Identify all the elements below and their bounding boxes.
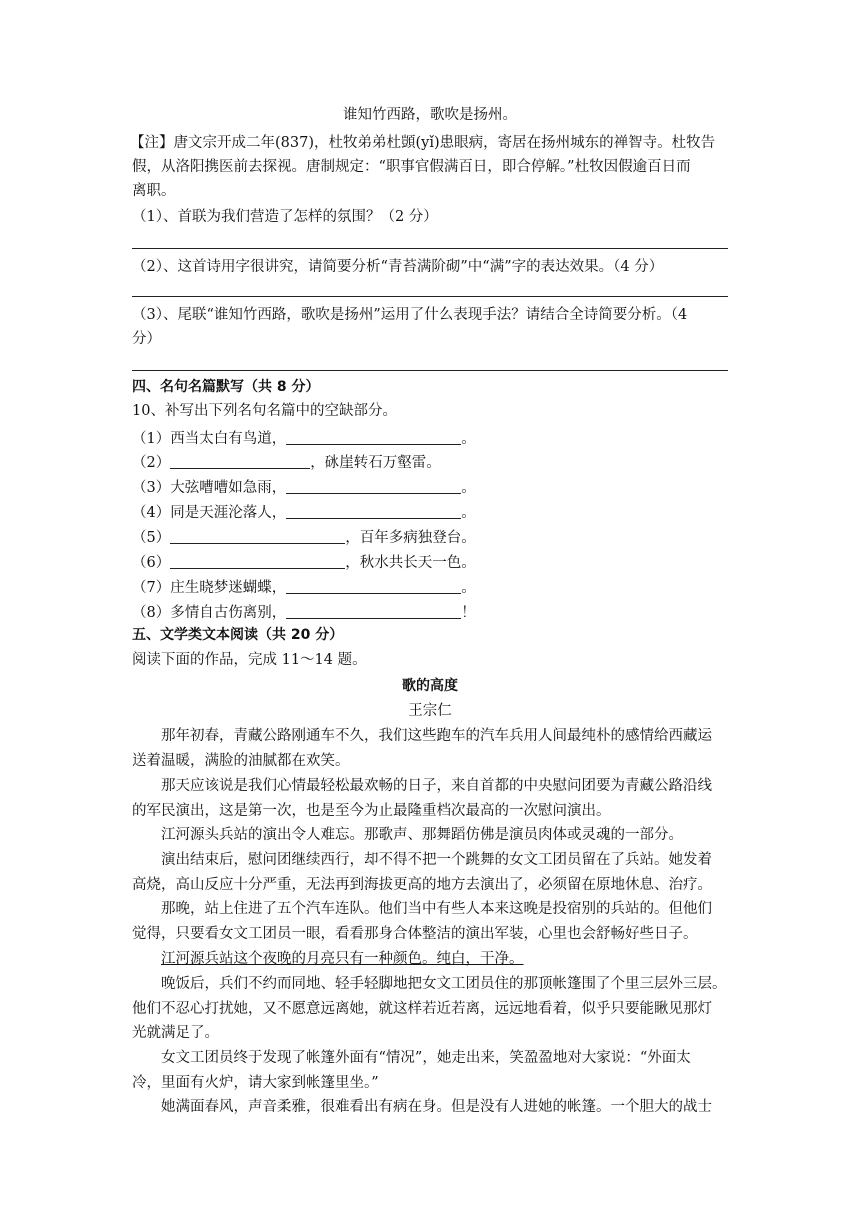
fill-item-5 bbox=[132, 529, 476, 546]
answer-line-2[interactable] bbox=[132, 296, 728, 297]
fill-item-7-pre: （7）庄生晓梦迷蝴蝶， bbox=[132, 580, 287, 596]
fill-blank-8[interactable] bbox=[286, 604, 461, 619]
article-author: 王宗仁 bbox=[408, 703, 452, 719]
fill-item-1-post: 。 bbox=[461, 431, 476, 447]
fill-item-2 bbox=[132, 454, 441, 471]
fill-item-6-post: ，秋水共长天一色。 bbox=[345, 555, 476, 571]
fill-item-8-pre: （8）多情自古伤离别， bbox=[132, 605, 287, 621]
question-2: （2）、这首诗用字很讲究，请简要分析“青苔满阶砌”中“满”字的表达效果。（4 分） bbox=[132, 259, 664, 275]
note-line-3: 离职。 bbox=[132, 183, 176, 199]
article-line-5: 江河源头兵站的演出令人难忘。那歌声、那舞蹈仿佛是演员肉体或灵魂的一部分。 bbox=[161, 827, 683, 843]
fill-item-3-post: 。 bbox=[461, 480, 476, 496]
fill-blank-2[interactable] bbox=[170, 454, 310, 469]
fill-blank-1[interactable] bbox=[286, 430, 461, 445]
article-line-6: 演出结束后，慰问团继续西行，却不得不把一个跳舞的女文工团员留在了兵站。她发着 bbox=[161, 852, 712, 868]
fill-item-3-pre: （3）大弦嘈嘈如急雨， bbox=[132, 480, 287, 496]
article-line-3: 那天应该说是我们心情最轻松最欢畅的日子，来自首都的中央慰问团要为青藏公路沿线 bbox=[161, 778, 712, 794]
note-line-2: 假，从洛阳携医前去探视。唐制规定：“职事官假满百日，即合停解。”杜牧因假逾百日而 bbox=[132, 159, 691, 175]
article-line-2: 送着温暖，满脸的油腻都在欢笑。 bbox=[132, 753, 350, 769]
fill-item-5-pre: （5） bbox=[132, 530, 171, 546]
fill-item-5-post: ，百年多病独登台。 bbox=[345, 530, 476, 546]
fill-item-6 bbox=[132, 554, 476, 571]
question-1: （1）、首联为我们营造了怎样的氛围？（2 分） bbox=[132, 209, 438, 225]
fill-item-7-post: 。 bbox=[461, 580, 476, 596]
question-3-line-1: （3）、尾联“谁知竹西路，歌吹是扬州”运用了什么表现手法？请结合全诗简要分析。（4 bbox=[132, 307, 688, 323]
fill-item-4 bbox=[132, 504, 476, 521]
article-line-16: 她满面春风，声音柔雅，很难看出有病在身。但是没有人进她的帐篷。一个胆大的战士 bbox=[161, 1099, 712, 1115]
note-line-1: 【注】唐文宗开成二年(837)，杜牧弟弟杜顗(yǐ)患眼病，寄居在扬州城东的禅智寺。杜牧告 bbox=[130, 135, 716, 151]
fill-item-8-post: ！ bbox=[461, 605, 476, 621]
fill-item-2-pre: （2） bbox=[132, 455, 171, 471]
article-line-13: 光就满足了。 bbox=[132, 1025, 219, 1041]
fill-item-1-pre: （1）西当太白有鸟道， bbox=[132, 431, 287, 447]
fill-blank-4[interactable] bbox=[286, 504, 461, 519]
section-5-instruction: 阅读下面的作品，完成 11～14 题。 bbox=[132, 652, 367, 668]
fill-blank-3[interactable] bbox=[286, 479, 461, 494]
article-line-10-underlined: 江河源兵站这个夜晚的月亮只有一种颜色。纯白，干净。 bbox=[161, 951, 524, 967]
fill-item-6-pre: （6） bbox=[132, 555, 171, 571]
fill-item-7 bbox=[132, 579, 476, 596]
article-line-9: 觉得，只要看女文工团员一眼，看看那身合体整洁的演出军装，心里也会舒畅好些日子。 bbox=[132, 926, 698, 942]
section-5-title: 五、文学类文本阅读（共 20 分） bbox=[132, 627, 344, 643]
fill-item-1 bbox=[132, 430, 476, 447]
answer-line-3[interactable] bbox=[132, 370, 728, 371]
fill-blank-5[interactable] bbox=[170, 529, 345, 544]
fill-item-8 bbox=[132, 604, 476, 621]
article-line-7: 高烧，高山反应十分严重，无法再到海拔更高的地方去演出了，必须留在原地休息、治疗。 bbox=[132, 877, 712, 893]
section-4-title: 四、名句名篇默写（共 8 分） bbox=[132, 379, 320, 395]
article-line-15: 冷，里面有火炉，请大家到帐篷里坐。” bbox=[132, 1075, 379, 1091]
fill-blank-7[interactable] bbox=[286, 579, 461, 594]
article-line-14: 女文工团员终于发现了帐篷外面有“情况”，她走出来，笑盈盈地对大家说：“外面太 bbox=[161, 1050, 691, 1066]
article-title: 歌的高度 bbox=[402, 678, 458, 694]
article-line-12: 他们不忍心打扰她，又不愿意远离她，就这样若近若离，远远地看着，似乎只要能瞅见那灯 bbox=[132, 1001, 712, 1017]
question-3-line-2: 分） bbox=[132, 331, 161, 347]
answer-line-1[interactable] bbox=[132, 248, 728, 249]
fill-item-4-post: 。 bbox=[461, 505, 476, 521]
section-4-instruction: 10、补写出下列名句名篇中的空缺部分。 bbox=[132, 403, 397, 419]
fill-item-4-pre: （4）同是天涯沦落人， bbox=[132, 505, 287, 521]
fill-blank-6[interactable] bbox=[170, 554, 345, 569]
fill-item-3 bbox=[132, 479, 476, 496]
fill-item-2-post: ，砯崖转石万壑雷。 bbox=[310, 455, 441, 471]
article-line-11: 晚饭后，兵们不约而同地、轻手轻脚地把女文工团员住的那顶帐篷围了个里三层外三层。 bbox=[161, 976, 727, 992]
poem-last-line: 谁知竹西路，歌吹是扬州。 bbox=[343, 107, 517, 123]
article-line-8: 那晚，站上住进了五个汽车连队。他们当中有些人本来这晚是投宿别的兵站的。但他们 bbox=[161, 901, 712, 917]
article-line-1: 那年初春，青藏公路刚通车不久，我们这些跑车的汽车兵用人间最纯朴的感情给西藏运 bbox=[161, 728, 712, 744]
article-line-4: 的军民演出，这是第一次，也是至今为止最隆重档次最高的一次慰问演出。 bbox=[132, 803, 611, 819]
